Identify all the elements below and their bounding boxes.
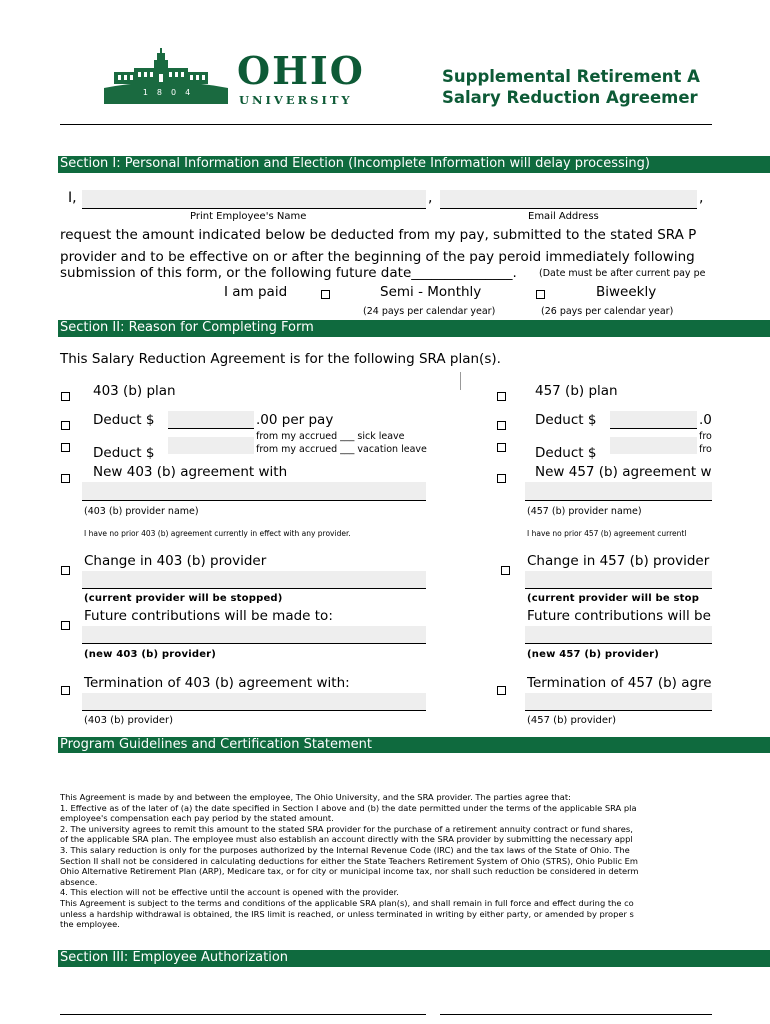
new-457b-label: New 457 (b) agreement w: [535, 464, 712, 480]
deduct-amount-underline: [168, 428, 254, 429]
plan-457b-checkbox[interactable]: [497, 392, 506, 401]
future-date-field[interactable]: [420, 265, 532, 281]
guidelines-line: 2. The university agrees to remit this amount to the stated SRA provider for the purchase of a retirement annuity contract or fund shares,: [60, 823, 633, 834]
deduct-amount-checkbox[interactable]: [497, 421, 506, 430]
guidelines-line: unless a hardship withdrawal is obtained, the IRS limit is reached, or unless terminated in writing by either party, or amended by proper s: [60, 908, 634, 919]
deduct-leave-field[interactable]: [168, 437, 254, 454]
form-title-line2: Salary Reduction Agreemer: [442, 88, 698, 107]
termination-457b-checkbox[interactable]: [497, 686, 506, 695]
new-provider-underline: [82, 643, 426, 644]
date-field[interactable]: [440, 998, 712, 1015]
change-403b-checkbox[interactable]: [61, 566, 70, 575]
termination-provider-caption: (403 (b) provider): [84, 715, 174, 726]
plan-457b-label: 457 (b) plan: [535, 383, 618, 399]
new-provider-field[interactable]: [82, 626, 426, 643]
termination-457b-label: Termination of 457 (b) agre: [527, 675, 712, 691]
employee-name-field[interactable]: [82, 190, 426, 209]
i-am-paid-label: I am paid: [224, 284, 288, 300]
email-field[interactable]: [440, 190, 697, 209]
new-provider-underline: [525, 643, 712, 644]
university-logo: [104, 48, 394, 108]
guidelines-line: Section II shall not be considered in calculating deductions for either the State Teachers Retirement System of Ohio (STRS), Ohio Public Em: [60, 855, 638, 866]
sick-leave-note: fro: [699, 431, 712, 442]
request-paragraph-line: request the amount indicated below be deducted from my pay, submitted to the stated SRA P: [60, 227, 697, 243]
current-provider-stopped-note: (current provider will be stop: [527, 593, 700, 604]
future-contributions-label: Future contributions will be: [527, 608, 711, 624]
new-403b-label: New 403 (b) agreement with: [93, 464, 288, 480]
comma-separator: ,: [428, 190, 433, 206]
date-note: (Date must be after current pay pe: [539, 268, 706, 279]
termination-457b-provider-underline: [525, 710, 712, 711]
section2-intro: This Salary Reduction Agreement is for the following SRA plan(s).: [60, 351, 501, 367]
email-underline: [440, 208, 697, 209]
comma-separator: ,: [699, 190, 704, 206]
deduct-leave-checkbox[interactable]: [497, 443, 506, 452]
guidelines-text: [60, 792, 712, 930]
guidelines-line: Ohio Alternative Retirement Plan (ARP), Medicare tax, or for city or municipal income tax, nor shall such reduction be considered in determ: [60, 866, 639, 877]
new-403b-checkbox[interactable]: [61, 474, 70, 483]
request-paragraph-line: provider and to be effective on or after the beginning of the pay peroid immediately following: [60, 249, 695, 265]
new-403b-provider-field[interactable]: [82, 482, 426, 500]
new-provider-caption: (new 403 (b) provider): [84, 649, 217, 660]
deduct-amount-field[interactable]: [168, 411, 254, 428]
semi-monthly-checkbox[interactable]: [321, 290, 330, 299]
change-457b-checkbox[interactable]: [501, 566, 510, 575]
new-403b-provider-underline: [82, 500, 426, 501]
future-contributions-checkbox[interactable]: [61, 621, 70, 630]
termination-403b-checkbox[interactable]: [61, 686, 70, 695]
section2-heading: Section II: Reason for Completing Form: [58, 320, 770, 337]
no-prior-agreement-note: I have no prior 403 (b) agreement currently in effect with any provider.: [84, 529, 351, 538]
termination-provider-caption: (457 (b) provider): [527, 715, 617, 726]
change-457b-provider-underline: [525, 588, 712, 589]
guidelines-line: of the applicable SRA plan. The employee must also establish an account directly with the SRA provider by submitting the necessary appl: [60, 834, 633, 845]
column-divider: [460, 372, 461, 390]
section1-heading: Section I: Personal Information and Election (Incomplete Information will delay processing): [58, 156, 770, 173]
request-paragraph-line: submission of this form, or the following future date_______________.: [60, 265, 517, 281]
deduct-label: Deduct $: [93, 445, 155, 461]
form-title-line1: Supplemental Retirement A: [442, 67, 700, 86]
current-provider-stopped-note: (current provider will be stopped): [84, 593, 283, 604]
deduct-amount-underline: [610, 428, 697, 429]
new-457b-provider-underline: [525, 500, 712, 501]
section3-heading: Section III: Employee Authorization: [58, 950, 770, 967]
guidelines-line: This Agreement is subject to the terms and conditions of the applicable SRA plan(s), and shall remain in full force and effect during the co: [60, 897, 634, 908]
sick-leave-note: from my accrued ___ sick leave: [256, 431, 405, 442]
employee-name-caption: Print Employee's Name: [190, 211, 307, 222]
provider-name-caption: (403 (b) provider name): [84, 506, 199, 517]
termination-403b-label: Termination of 403 (b) agreement with:: [84, 675, 350, 691]
change-403b-provider-underline: [82, 588, 426, 589]
header-rule: [60, 124, 712, 125]
employee-name-underline: [82, 208, 426, 209]
i-label: I,: [68, 190, 77, 206]
deduct-amount-checkbox[interactable]: [61, 421, 70, 430]
logo-year-digit: 1: [142, 88, 157, 97]
provider-name-caption: (457 (b) provider name): [527, 506, 642, 517]
signature-line: [60, 1014, 426, 1015]
new-457b-provider-field[interactable]: [525, 482, 712, 500]
guidelines-line: the employee.: [60, 919, 120, 930]
biweekly-note: (26 pays per calendar year): [541, 306, 674, 317]
change-403b-provider-field[interactable]: [82, 571, 426, 588]
change-457b-label: Change in 457 (b) provider: [527, 553, 710, 569]
logo-subname: UNIVERSITY: [239, 93, 353, 107]
guidelines-line: This Agreement is made by and between the employee, The Ohio University, and the SRA provider. The parties agree that:: [60, 792, 571, 802]
logo-year-digit: 8: [156, 88, 171, 97]
guidelines-line: 4. This election will not be effective until the account is opened with the provider.: [60, 887, 399, 898]
logo-year-digit: 0: [171, 88, 186, 97]
email-caption: Email Address: [528, 211, 599, 222]
logo-name: OHIO: [237, 48, 365, 93]
semi-monthly-note: (24 pays per calendar year): [363, 306, 496, 317]
plan-403b-label: 403 (b) plan: [93, 383, 176, 399]
no-prior-agreement-note: I have no prior 457 (b) agreement currentl: [527, 529, 687, 538]
date-line: [440, 1014, 712, 1015]
termination-457b-provider-field[interactable]: [525, 693, 712, 710]
future-contributions-label: Future contributions will be made to:: [84, 608, 333, 624]
deduct-label: Deduct $: [535, 445, 597, 461]
guidelines-line: absence.: [60, 876, 98, 887]
guidelines-line: 1. Effective as of the later of (a) the date specified in Section I above and (b) the date permitted under the terms of the applicable SRA pla: [60, 802, 637, 813]
deduct-leave-checkbox[interactable]: [61, 443, 70, 452]
deduct-label: Deduct $: [535, 412, 597, 428]
per-pay-label: .00 per pay: [256, 412, 334, 428]
deduct-amount-field[interactable]: [610, 411, 697, 428]
guidelines-line: employee's compensation each pay period by the stated amount.: [60, 813, 334, 824]
change-457b-provider-field[interactable]: [525, 571, 712, 588]
biweekly-checkbox[interactable]: [536, 290, 545, 299]
change-403b-label: Change in 403 (b) provider: [84, 553, 267, 569]
plan-403b-checkbox[interactable]: [61, 392, 70, 401]
deduct-label: Deduct $: [93, 412, 155, 428]
biweekly-label: Biweekly: [596, 284, 657, 300]
logo-year-digit: 4: [185, 88, 200, 97]
new-provider-field[interactable]: [525, 626, 712, 643]
vacation-leave-note: fro: [699, 444, 712, 455]
termination-403b-provider-field[interactable]: [82, 693, 426, 710]
new-provider-caption: (new 457 (b) provider): [527, 649, 660, 660]
termination-403b-provider-underline: [82, 710, 426, 711]
new-457b-checkbox[interactable]: [497, 474, 506, 483]
signature-field[interactable]: [60, 998, 426, 1015]
deduct-leave-field[interactable]: [610, 437, 697, 454]
guidelines-heading: Program Guidelines and Certification Statement: [58, 737, 770, 753]
per-pay-label: .0: [699, 412, 712, 428]
vacation-leave-note: from my accrued ___ vacation leave: [256, 444, 427, 455]
guidelines-line: 3. This salary reduction is only for the purposes authorized by the Internal Revenue Code (IRC) and the tax laws of the State of Ohio. The: [60, 844, 630, 855]
semi-monthly-label: Semi - Monthly: [380, 284, 482, 300]
